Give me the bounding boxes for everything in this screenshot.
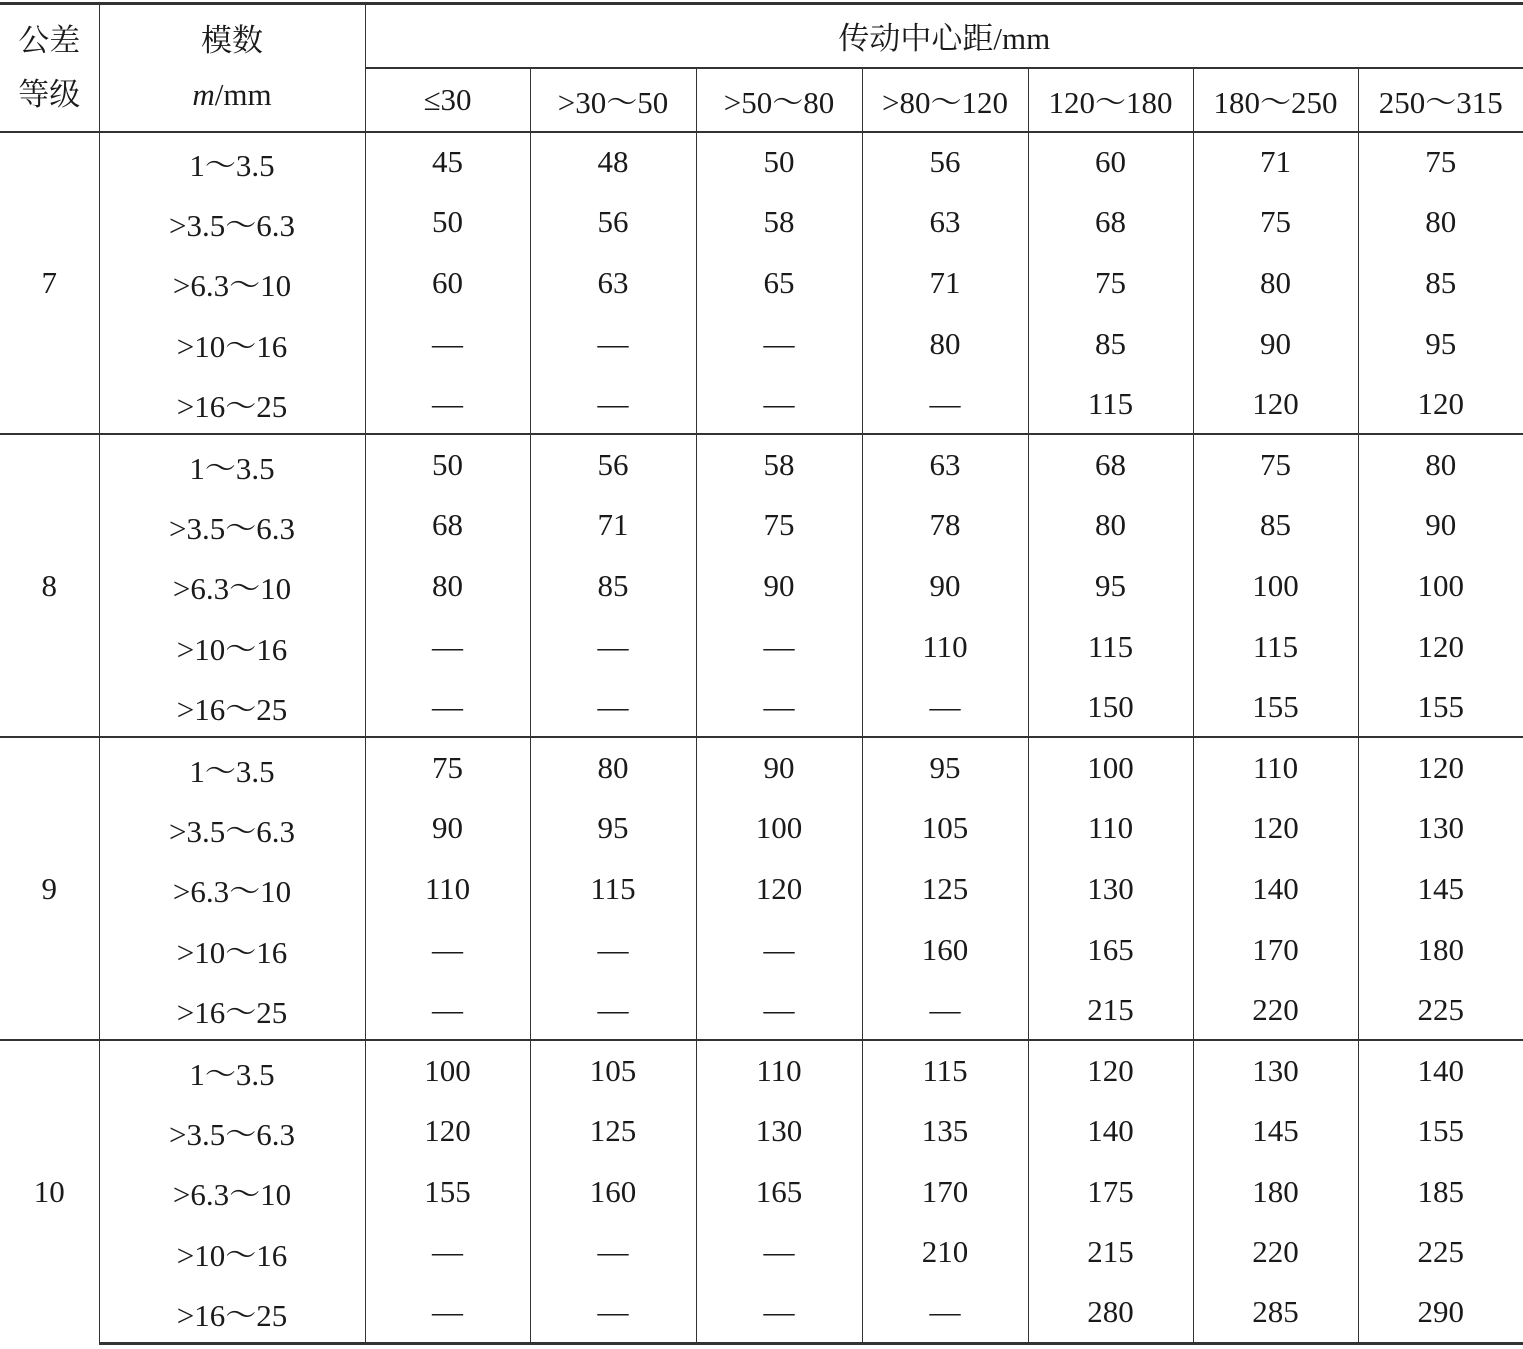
module-header (99, 4, 365, 132)
value-cell: 185 (1358, 1162, 1523, 1223)
value-cell: 63 (862, 434, 1028, 495)
value-cell: 210 (862, 1222, 1028, 1283)
table-row (0, 374, 1523, 435)
table-row (0, 132, 1523, 193)
value-cell: 125 (530, 1101, 696, 1162)
module-cell: >10～16 (99, 616, 365, 677)
value-cell: — (696, 677, 862, 738)
value-cell: — (365, 313, 530, 374)
module-cell: >10～16 (99, 1222, 365, 1283)
value-cell: 125 (862, 859, 1028, 920)
value-cell: 50 (365, 192, 530, 253)
table-row (0, 919, 1523, 980)
range-header-cell: 120～180 (1028, 68, 1193, 132)
value-cell: 75 (1193, 192, 1358, 253)
value-cell: 110 (1028, 798, 1193, 859)
grade-cell: 9 (0, 737, 99, 1040)
range-header-cell: 180～250 (1193, 68, 1358, 132)
value-cell: 71 (530, 495, 696, 556)
module-symbol: m (192, 76, 215, 112)
value-cell: — (365, 919, 530, 980)
value-cell: 80 (1193, 253, 1358, 314)
module-cell: >3.5～6.3 (99, 1101, 365, 1162)
value-cell: 115 (1193, 616, 1358, 677)
value-cell: — (365, 677, 530, 738)
value-cell: 180 (1193, 1162, 1358, 1223)
value-cell: — (530, 374, 696, 435)
table-row (0, 495, 1523, 556)
value-cell: — (365, 616, 530, 677)
module-cell: >16～25 (99, 677, 365, 738)
value-cell: — (530, 677, 696, 738)
value-cell: 68 (1028, 434, 1193, 495)
table-row (0, 859, 1523, 920)
value-cell: — (862, 980, 1028, 1041)
value-cell: 63 (530, 253, 696, 314)
value-cell: — (530, 980, 696, 1041)
table-row (0, 1040, 1523, 1101)
value-cell: 140 (1358, 1040, 1523, 1101)
value-cell: 110 (696, 1040, 862, 1101)
value-cell: 45 (365, 132, 530, 193)
value-cell: 110 (1193, 737, 1358, 798)
module-cell: >3.5～6.3 (99, 495, 365, 556)
value-cell: 120 (1193, 798, 1358, 859)
value-cell: 80 (1358, 434, 1523, 495)
value-cell: 100 (365, 1040, 530, 1101)
value-cell: 155 (1193, 677, 1358, 738)
value-cell: 56 (862, 132, 1028, 193)
value-cell: 71 (1193, 132, 1358, 193)
range-header-cell: >50～80 (696, 68, 862, 132)
value-cell: 100 (1193, 556, 1358, 617)
value-cell: 130 (1358, 798, 1523, 859)
value-cell: 68 (365, 495, 530, 556)
value-cell: 90 (696, 556, 862, 617)
value-cell: 280 (1028, 1283, 1193, 1344)
module-cell: >6.3～10 (99, 253, 365, 314)
value-cell: 155 (1358, 677, 1523, 738)
module-cell: 1～3.5 (99, 1040, 365, 1101)
value-cell: 95 (862, 737, 1028, 798)
module-cell: >16～25 (99, 1283, 365, 1344)
range-header-cell: 250～315 (1358, 68, 1523, 132)
value-cell: — (696, 374, 862, 435)
module-header-line1: 模数 (200, 22, 263, 58)
grade-cell: 10 (0, 1040, 99, 1343)
module-cell: >6.3～10 (99, 556, 365, 617)
value-cell: 105 (530, 1040, 696, 1101)
value-cell: 75 (696, 495, 862, 556)
module-cell: >6.3～10 (99, 1162, 365, 1223)
value-cell: 100 (1028, 737, 1193, 798)
module-cell: >10～16 (99, 919, 365, 980)
value-cell: 120 (1193, 374, 1358, 435)
value-cell: 100 (696, 798, 862, 859)
value-cell: 90 (696, 737, 862, 798)
value-cell: — (365, 980, 530, 1041)
range-header-cell: ≤30 (365, 68, 530, 132)
module-cell: 1～3.5 (99, 434, 365, 495)
value-cell: 75 (1193, 434, 1358, 495)
value-cell: 75 (1358, 132, 1523, 193)
range-header-cell: >30～50 (530, 68, 696, 132)
value-cell: 110 (862, 616, 1028, 677)
value-cell: 85 (1358, 253, 1523, 314)
value-cell: 145 (1193, 1101, 1358, 1162)
grade-header-line2: 等级 (18, 76, 81, 112)
value-cell: 150 (1028, 677, 1193, 738)
module-cell: >16～25 (99, 980, 365, 1041)
value-cell: 75 (365, 737, 530, 798)
value-cell: 220 (1193, 980, 1358, 1041)
value-cell: 135 (862, 1101, 1028, 1162)
table-row (0, 313, 1523, 374)
module-cell: >6.3～10 (99, 859, 365, 920)
value-cell: 58 (696, 434, 862, 495)
value-cell: 120 (696, 859, 862, 920)
value-cell: 175 (1028, 1162, 1193, 1223)
value-cell: 170 (862, 1162, 1028, 1223)
module-cell: 1～3.5 (99, 737, 365, 798)
value-cell: — (530, 1222, 696, 1283)
table-body (0, 132, 1523, 1344)
value-cell: 90 (1193, 313, 1358, 374)
value-cell: 160 (862, 919, 1028, 980)
tolerance-table (0, 2, 1523, 1345)
value-cell: 90 (1358, 495, 1523, 556)
value-cell: — (530, 616, 696, 677)
value-cell: 130 (1028, 859, 1193, 920)
value-cell: 140 (1193, 859, 1358, 920)
value-cell: 95 (530, 798, 696, 859)
table-row (0, 798, 1523, 859)
value-cell: 85 (530, 556, 696, 617)
table-header (0, 4, 1523, 132)
table-row (0, 192, 1523, 253)
value-cell: — (862, 374, 1028, 435)
value-cell: 290 (1358, 1283, 1523, 1344)
value-cell: 80 (862, 313, 1028, 374)
table-row (0, 1162, 1523, 1223)
value-cell: 80 (1028, 495, 1193, 556)
value-cell: 80 (365, 556, 530, 617)
value-cell: 50 (365, 434, 530, 495)
value-cell: 220 (1193, 1222, 1358, 1283)
value-cell: 110 (365, 859, 530, 920)
value-cell: 285 (1193, 1283, 1358, 1344)
value-cell: 155 (1358, 1101, 1523, 1162)
value-cell: 60 (1028, 132, 1193, 193)
value-cell: — (696, 919, 862, 980)
value-cell: 140 (1028, 1101, 1193, 1162)
value-cell: 78 (862, 495, 1028, 556)
value-cell: 115 (1028, 616, 1193, 677)
table-row (0, 253, 1523, 314)
table-row (0, 434, 1523, 495)
value-cell: 145 (1358, 859, 1523, 920)
range-header-cell: >80～120 (862, 68, 1028, 132)
module-unit: /mm (214, 76, 272, 112)
value-cell: 120 (1358, 374, 1523, 435)
value-cell: 215 (1028, 1222, 1193, 1283)
value-cell: 105 (862, 798, 1028, 859)
grade-cell: 7 (0, 132, 99, 435)
value-cell: 155 (365, 1162, 530, 1223)
value-cell: — (530, 1283, 696, 1344)
table-row (0, 1222, 1523, 1283)
value-cell: 48 (530, 132, 696, 193)
value-cell: 115 (1028, 374, 1193, 435)
value-cell: 180 (1358, 919, 1523, 980)
value-cell: 75 (1028, 253, 1193, 314)
value-cell: 80 (530, 737, 696, 798)
value-cell: 68 (1028, 192, 1193, 253)
value-cell: 160 (530, 1162, 696, 1223)
grade-header (0, 4, 99, 132)
module-cell: >3.5～6.3 (99, 798, 365, 859)
grade-cell: 8 (0, 434, 99, 737)
value-cell: 60 (365, 253, 530, 314)
value-cell: 58 (696, 192, 862, 253)
value-cell: 225 (1358, 980, 1523, 1041)
module-cell: 1～3.5 (99, 132, 365, 193)
value-cell: 100 (1358, 556, 1523, 617)
value-cell: 215 (1028, 980, 1193, 1041)
value-cell: 115 (862, 1040, 1028, 1101)
value-cell: 90 (365, 798, 530, 859)
table-row (0, 677, 1523, 738)
grade-header-line1: 公差 (18, 22, 81, 58)
value-cell: 130 (696, 1101, 862, 1162)
value-cell: 85 (1028, 313, 1193, 374)
value-cell: 165 (696, 1162, 862, 1223)
value-cell: 120 (1028, 1040, 1193, 1101)
value-cell: 71 (862, 253, 1028, 314)
value-cell: 115 (530, 859, 696, 920)
value-cell: — (530, 313, 696, 374)
value-cell: 120 (1358, 616, 1523, 677)
value-cell: 56 (530, 434, 696, 495)
value-cell: 80 (1358, 192, 1523, 253)
value-cell: 95 (1358, 313, 1523, 374)
module-cell: >10～16 (99, 313, 365, 374)
table-row (0, 1101, 1523, 1162)
value-cell: 225 (1358, 1222, 1523, 1283)
value-cell: 63 (862, 192, 1028, 253)
table-row (0, 556, 1523, 617)
value-cell: — (696, 616, 862, 677)
table-row (0, 737, 1523, 798)
module-cell: >3.5～6.3 (99, 192, 365, 253)
value-cell: — (365, 1222, 530, 1283)
value-cell: 170 (1193, 919, 1358, 980)
module-header-line2 (192, 68, 271, 122)
value-cell: 85 (1193, 495, 1358, 556)
value-cell: 130 (1193, 1040, 1358, 1101)
value-cell: 165 (1028, 919, 1193, 980)
value-cell: — (365, 374, 530, 435)
table-row (0, 980, 1523, 1041)
value-cell: 90 (862, 556, 1028, 617)
table-row (0, 1283, 1523, 1344)
value-cell: 65 (696, 253, 862, 314)
value-cell: 95 (1028, 556, 1193, 617)
module-cell: >16～25 (99, 374, 365, 435)
value-cell: 120 (365, 1101, 530, 1162)
value-cell: — (862, 1283, 1028, 1344)
value-cell: 50 (696, 132, 862, 193)
center-distance-header: 传动中心距/mm (365, 4, 1523, 68)
value-cell: 120 (1358, 737, 1523, 798)
value-cell: — (696, 1222, 862, 1283)
value-cell: — (530, 919, 696, 980)
value-cell: — (365, 1283, 530, 1344)
value-cell: — (696, 980, 862, 1041)
table-row (0, 616, 1523, 677)
value-cell: 56 (530, 192, 696, 253)
value-cell: — (696, 313, 862, 374)
value-cell: — (862, 677, 1028, 738)
value-cell: — (696, 1283, 862, 1344)
